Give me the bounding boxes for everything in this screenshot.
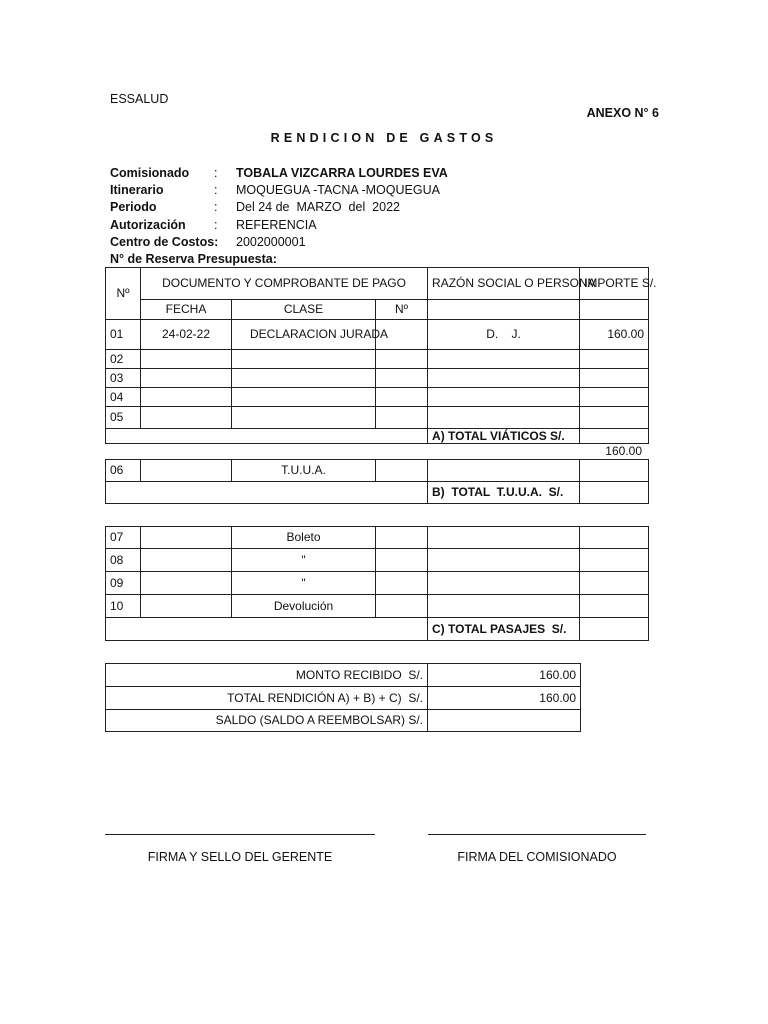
table-row (106, 549, 649, 572)
table-row (106, 595, 649, 618)
cell-clase (232, 369, 376, 388)
total-tuua-label: B) TOTAL T.U.U.A. S/. (428, 482, 580, 504)
info-row-autorizacion (110, 217, 448, 234)
header-documento: DOCUMENTO Y COMPROBANTE DE PAGO (141, 268, 428, 300)
total-blank (106, 618, 428, 641)
colon: : (214, 166, 218, 180)
total-rendicion-value: 160.00 (428, 687, 581, 710)
cell-no: 04 (106, 388, 141, 407)
cell-fecha (141, 388, 232, 407)
cell-importe (580, 527, 649, 549)
monto-recibido-label: MONTO RECIBIDO S/. (106, 664, 428, 687)
cell-clase (232, 350, 376, 369)
header-importe: IMPORTE S/. (580, 268, 649, 300)
info-row-periodo (110, 199, 448, 216)
cell-num (376, 350, 428, 369)
total-rendicion-label: TOTAL RENDICIÓN A) + B) + C) S/. (106, 687, 428, 710)
total-pasajes-value (580, 618, 649, 641)
cell-num (376, 527, 428, 549)
cell-fecha (141, 407, 232, 429)
summary-row-saldo (106, 710, 581, 732)
viaticos-table (105, 267, 657, 444)
total-viaticos-label: A) TOTAL VIÁTICOS S/. (428, 429, 580, 444)
cell-razon (428, 527, 580, 549)
comisionado-label: Comisionado (110, 166, 190, 180)
centro-costos-label: Centro de Costos: (110, 234, 219, 249)
cell-clase (232, 388, 376, 407)
cell-no: 01 (106, 320, 141, 350)
itinerario-value: MOQUEGUA -TACNA -MOQUEGUA (236, 183, 440, 198)
organization-name: ESSALUD (110, 92, 169, 106)
autorizacion-value: REFERENCIA (236, 217, 317, 232)
total-row (106, 429, 649, 444)
table-row (106, 527, 649, 549)
cell-no: 09 (106, 572, 141, 595)
cell-razon (428, 549, 580, 572)
cell-importe (580, 595, 649, 618)
saldo-value (428, 710, 581, 732)
table-row (106, 572, 649, 595)
cell-clase: Devolución (232, 595, 376, 618)
cell-fecha (141, 572, 232, 595)
header-razon-social: RAZÓN SOCIAL O PERSONA (428, 268, 580, 300)
cell-num (376, 407, 428, 429)
info-row-itinerario (110, 182, 448, 199)
header-blank (580, 300, 649, 320)
table-subheader-row (106, 300, 649, 320)
cell-fecha (141, 527, 232, 549)
cell-clase: Boleto (232, 527, 376, 549)
header-no: Nº (106, 268, 141, 320)
cell-importe: 160.00 (580, 320, 649, 350)
cell-fecha: 24-02-22 (141, 320, 232, 350)
summary-row-rendicion (106, 687, 581, 710)
cell-razon (428, 388, 580, 407)
signature-line-comisionado (428, 834, 646, 835)
cell-num (376, 388, 428, 407)
cell-num (376, 460, 428, 482)
cell-importe (580, 388, 649, 407)
saldo-label: SALDO (SALDO A REEMBOLSAR) S/. (106, 710, 428, 732)
cell-razon (428, 460, 580, 482)
anexo-number: ANEXO N° 6 (586, 106, 659, 120)
cell-clase: " (232, 572, 376, 595)
total-viaticos-value: 160.00 (605, 444, 642, 458)
cell-no: 07 (106, 527, 141, 549)
cell-no: 06 (106, 460, 141, 482)
table-row (106, 407, 649, 429)
cell-razon (428, 407, 580, 429)
table-row (106, 369, 649, 388)
total-tuua-value (580, 482, 649, 504)
cell-razon (428, 350, 580, 369)
itinerario-label: Itinerario (110, 183, 164, 198)
total-blank (106, 482, 428, 504)
table-row (106, 460, 649, 482)
cell-razon: D. J. (428, 320, 580, 350)
comisionado-value: TOBALA VIZCARRA LOURDES EVA (236, 166, 448, 180)
monto-recibido-value: 160.00 (428, 664, 581, 687)
colon: : (214, 200, 218, 215)
cell-fecha (141, 460, 232, 482)
cell-importe (580, 350, 649, 369)
cell-importe (580, 549, 649, 572)
header-blank (428, 300, 580, 320)
centro-costos-value: 2002000001 (236, 234, 306, 249)
cell-num (376, 595, 428, 618)
cell-razon (428, 595, 580, 618)
header-fecha: FECHA (141, 300, 232, 320)
cell-no: 03 (106, 369, 141, 388)
colon: : (214, 183, 218, 198)
header-num: Nº (376, 300, 428, 320)
tuua-table (105, 459, 649, 504)
cell-clase: " (232, 549, 376, 572)
cell-importe (580, 460, 649, 482)
autorizacion-label: Autorización (110, 217, 186, 232)
cell-no: 02 (106, 350, 141, 369)
cell-clase: T.U.U.A. (232, 460, 376, 482)
cell-fecha (141, 350, 232, 369)
cell-importe (580, 407, 649, 429)
summary-table (105, 663, 581, 732)
summary-row-monto (106, 664, 581, 687)
cell-clase (232, 407, 376, 429)
total-row (106, 482, 649, 504)
header-clase: CLASE (232, 300, 376, 320)
info-row-comisionado (110, 165, 448, 182)
cell-fecha (141, 369, 232, 388)
cell-no: 05 (106, 407, 141, 429)
signature-label-comisionado: FIRMA DEL COMISIONADO (457, 850, 617, 864)
signature-label-gerente: FIRMA Y SELLO DEL GERENTE (147, 850, 333, 864)
info-row-centro-costos (110, 234, 448, 251)
total-viaticos-cell (580, 429, 649, 444)
cell-no: 10 (106, 595, 141, 618)
table-row (106, 320, 649, 350)
cell-num (376, 572, 428, 595)
table-row (106, 388, 649, 407)
cell-num (376, 549, 428, 572)
signature-line-gerente (105, 834, 375, 835)
periodo-value: Del 24 de MARZO del 2022 (236, 200, 400, 215)
cell-razon (428, 369, 580, 388)
cell-clase: DECLARACION JURADA (232, 320, 376, 350)
cell-fecha (141, 549, 232, 572)
total-blank (106, 429, 428, 444)
cell-importe (580, 572, 649, 595)
total-pasajes-label: C) TOTAL PASAJES S/. (428, 618, 580, 641)
periodo-label: Periodo (110, 200, 157, 215)
table-header-row (106, 268, 649, 300)
document-title: RENDICION DE GASTOS (270, 131, 498, 145)
table-row (106, 350, 649, 369)
cell-razon (428, 572, 580, 595)
cell-importe (580, 369, 649, 388)
cell-num (376, 369, 428, 388)
cell-no: 08 (106, 549, 141, 572)
colon: : (214, 217, 218, 232)
pasajes-table (105, 526, 649, 641)
total-row (106, 618, 649, 641)
cell-fecha (141, 595, 232, 618)
info-section (110, 165, 448, 251)
reserva-presupuesta-label: N° de Reserva Presupuesta: (110, 252, 277, 266)
